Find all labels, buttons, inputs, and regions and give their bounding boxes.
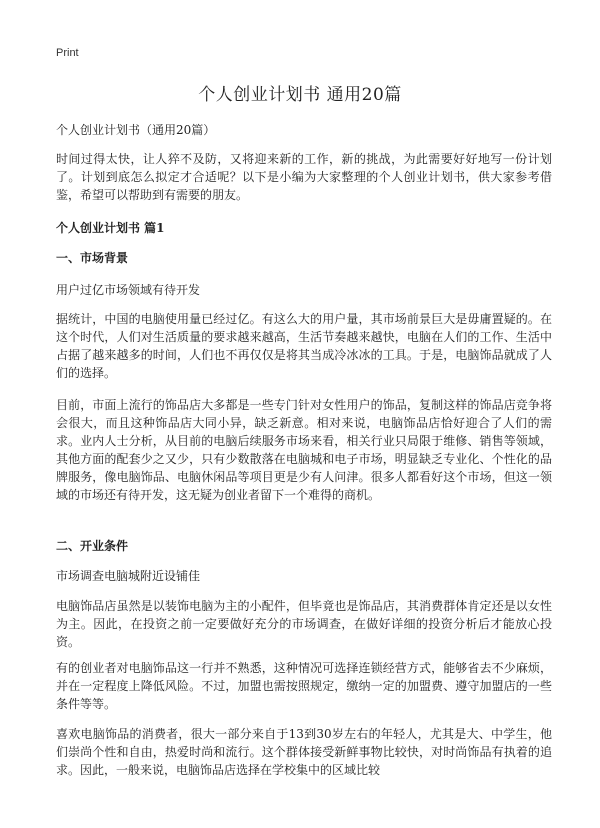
paragraph: 有的创业者对电脑饰品这一行并不熟悉，这种情况可选择连锁经营方式，能够省去不少麻烦，并在一定程度上降低风险。不过，加盟也需按照规定，缴纳一定的加盟费、遵守加盟店的一些条件等等。 [56, 661, 552, 711]
paragraph: 喜欢电脑饰品的消费者，很大一部分来自于13到30岁左右的年轻人，尤其是大、中学生，他们崇尚个性和自由，热爱时尚和流行。这个群体接受新鲜事物比较快，对时尚饰品有执着的追求。因此，一般来说，电脑饰品店选择在学校集中的区域比较 [56, 727, 552, 777]
print-link[interactable]: Print [56, 47, 79, 59]
section-subheading-conditions: 市场调查电脑城附近设铺佳 [56, 569, 201, 583]
document-subtitle: 个人创业计划书（通用20篇） [56, 123, 216, 137]
paragraph: 目前，市面上流行的饰品店大多都是一些专门针对女性用户的饰品，复制这样的饰品店竞争将会很大，而且这种饰品店大同小异，缺乏新意。相对来说，电脑饰品店恰好迎合了人们的需求。业内人士分析，从目前的电脑后续服务市场来看，相关行业只局限于维修、销售等领域，其他方面的配套少之又少，只有少数散落在电脑城和电子市场，明显缺乏专业化、个性化的品牌服务，像电脑饰品、电脑休闲品等项目更是少有人问津。很多人都看好这个市场，但这一领域的市场还有待开发，这无疑为创业者留下一个难得的商机。 [56, 398, 552, 502]
section-heading-market: 一、市场背景 [56, 251, 129, 265]
article-heading: 个人创业计划书 篇1 [56, 221, 165, 235]
intro-paragraph: 时间过得太快，让人猝不及防，又将迎来新的工作，新的挑战，为此需要好好地写一份计划了。计划到底怎么拟定才合适呢？以下是小编为大家整理的个人创业计划书，供大家参考借鉴，希望可以帮助到有需要的朋友。 [56, 152, 552, 202]
paragraph: 据统计，中国的电脑使用量已经过亿。有这么大的用户量，其市场前景巨大是毋庸置疑的。在这个时代，人们对生活质量的要求越来越高，生活节奏越来越快，电脑在人们的工作、生活中占据了越来越多的时间，人们也不再仅仅是将其当成冷冰冰的工具。于是，电脑饰品就成了人们的选择。 [56, 312, 552, 380]
paragraph: 电脑饰品店虽然是以装饰电脑为主的小配件，但毕竟也是饰品店，其消费群体肯定还是以女性为主。因此，在投资之前一定要做好充分的市场调查，在做好详细的投资分析后才能放心投资。 [56, 599, 552, 649]
section-heading-conditions: 二、开业条件 [56, 539, 129, 553]
section-subheading-market: 用户过亿市场领域有待开发 [56, 283, 201, 297]
page-title: 个人创业计划书 通用20篇 [198, 85, 402, 105]
